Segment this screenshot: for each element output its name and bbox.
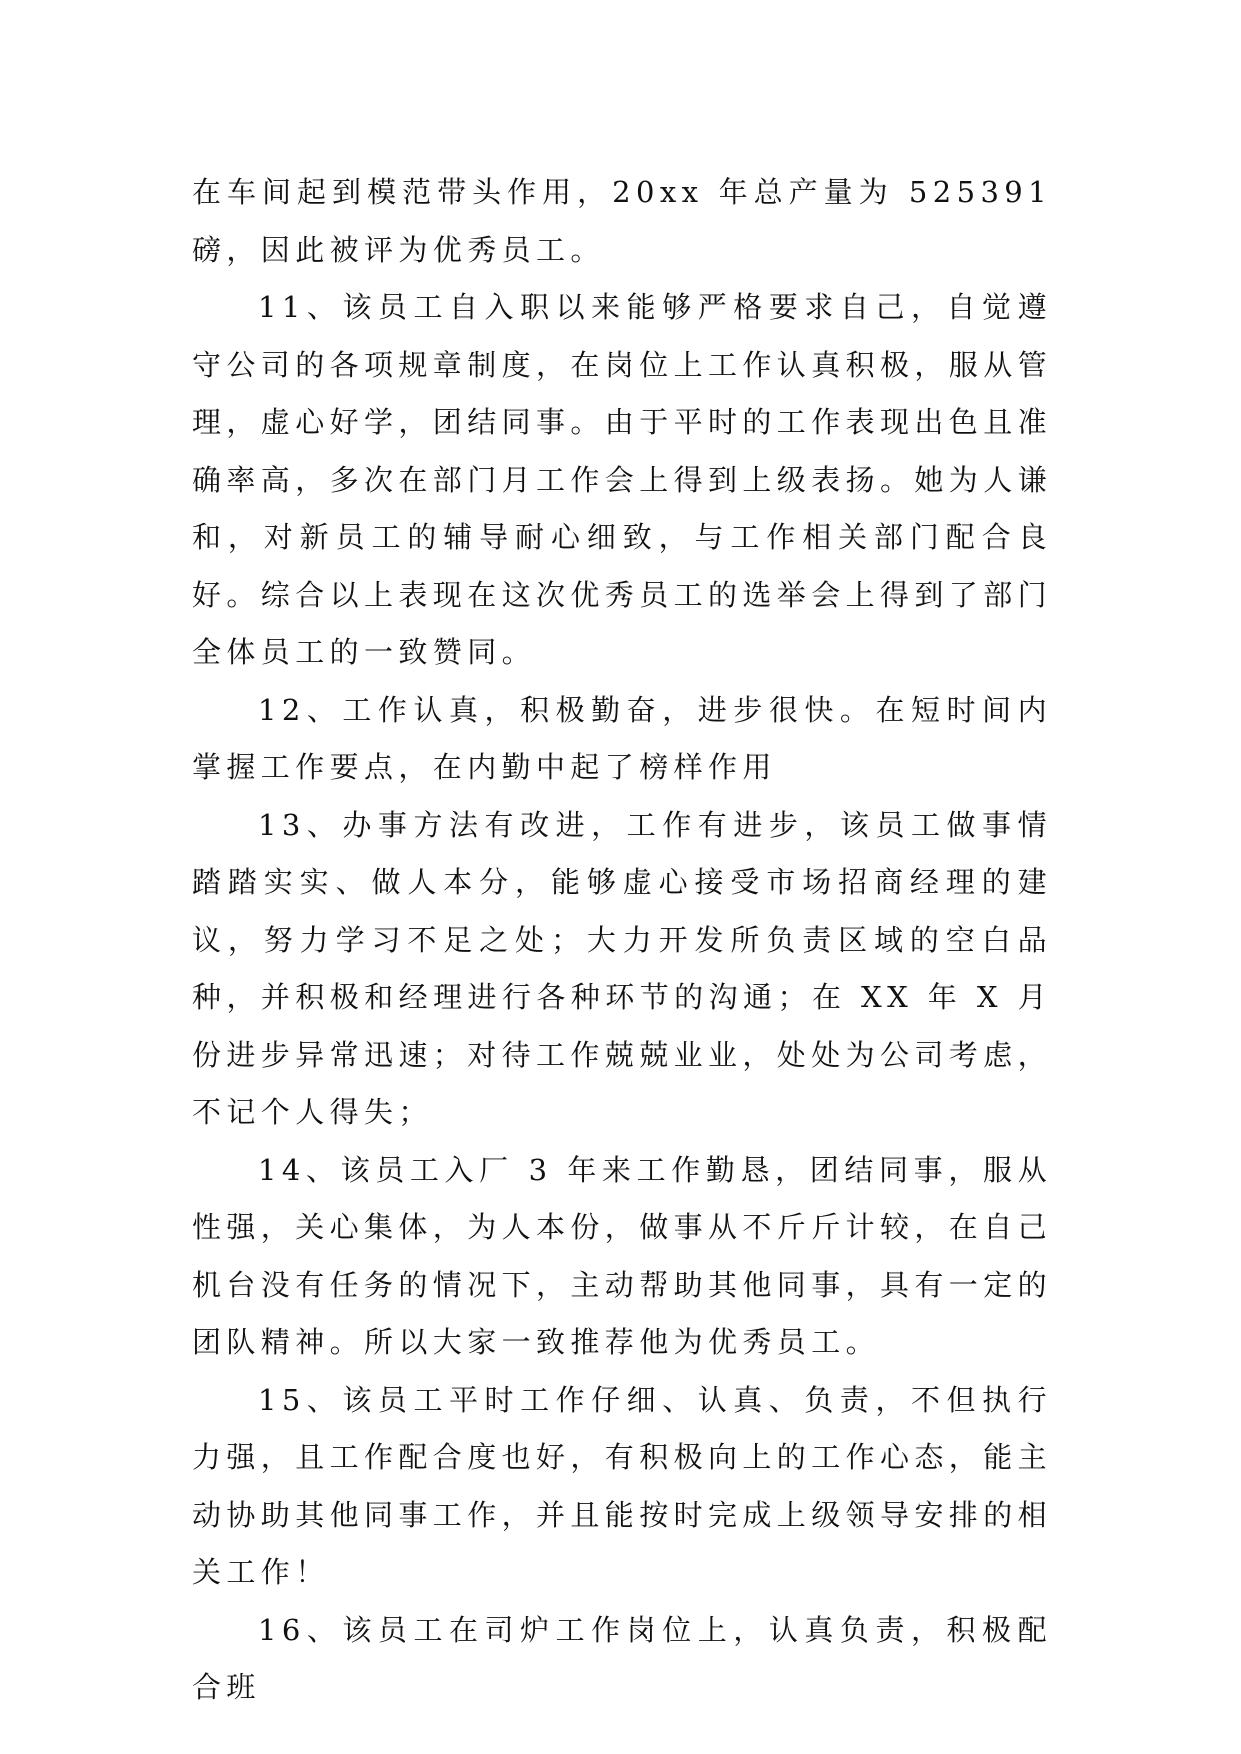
paragraph-14: 14、该员工入厂 3 年来工作勤恳，团结同事，服从性强，关心集体，为人本份，做事从不斤斤计较，在自己机台没有任务的情况下，主动帮助其他同事，具有一定的团队精神。所以大家一致推荐他为优秀员工。 — [192, 1152, 1053, 1359]
paragraph-11: 11、该员工自入职以来能够严格要求自己，自觉遵守公司的各项规章制度，在岗位上工作认真积极，服从管理，虚心好学，团结同事。由于平时的工作表现出色且准确率高，多次在部门月工作会上得到上级表扬。她为人谦和，对新员工的辅导耐心细致，与工作相关部门配合良好。综合以上表现在这次优秀员工的选举会上得到了部门全体员工的一致赞同。 — [192, 290, 1053, 669]
paragraph-12: 12、工作认真，积极勤奋，进步很快。在短时间内掌握工作要点，在内勤中起了榜样作用 — [192, 692, 1052, 784]
paragraph-16: 16、该员工在司炉工作岗位上，认真负责，积极配合班 — [192, 1612, 1052, 1704]
paragraph-13: 13、办事方法有改进，工作有进步，该员工做事情踏踏实实、做人本分，能够虚心接受市场招商经理的建议，努力学习不足之处；大力开发所负责区域的空白品种，并积极和经理进行各种环节的沟通；在 XX 年 X 月份进步异常迅速；对待工作兢兢业业，处处为公司考虑，不记个人得失； — [192, 807, 1053, 1129]
document-body — [192, 164, 1052, 1717]
paragraph-15: 15、该员工平时工作仔细、认真、负责，不但执行力强，且工作配合度也好，有积极向上的工作心态，能主动协助其他同事工作，并且能按时完成上级领导安排的相关工作！ — [192, 1382, 1053, 1589]
paragraph-10-continuation: 在车间起到模范带头作用，20xx 年总产量为 525391 磅，因此被评为优秀员工。 — [192, 175, 1052, 267]
